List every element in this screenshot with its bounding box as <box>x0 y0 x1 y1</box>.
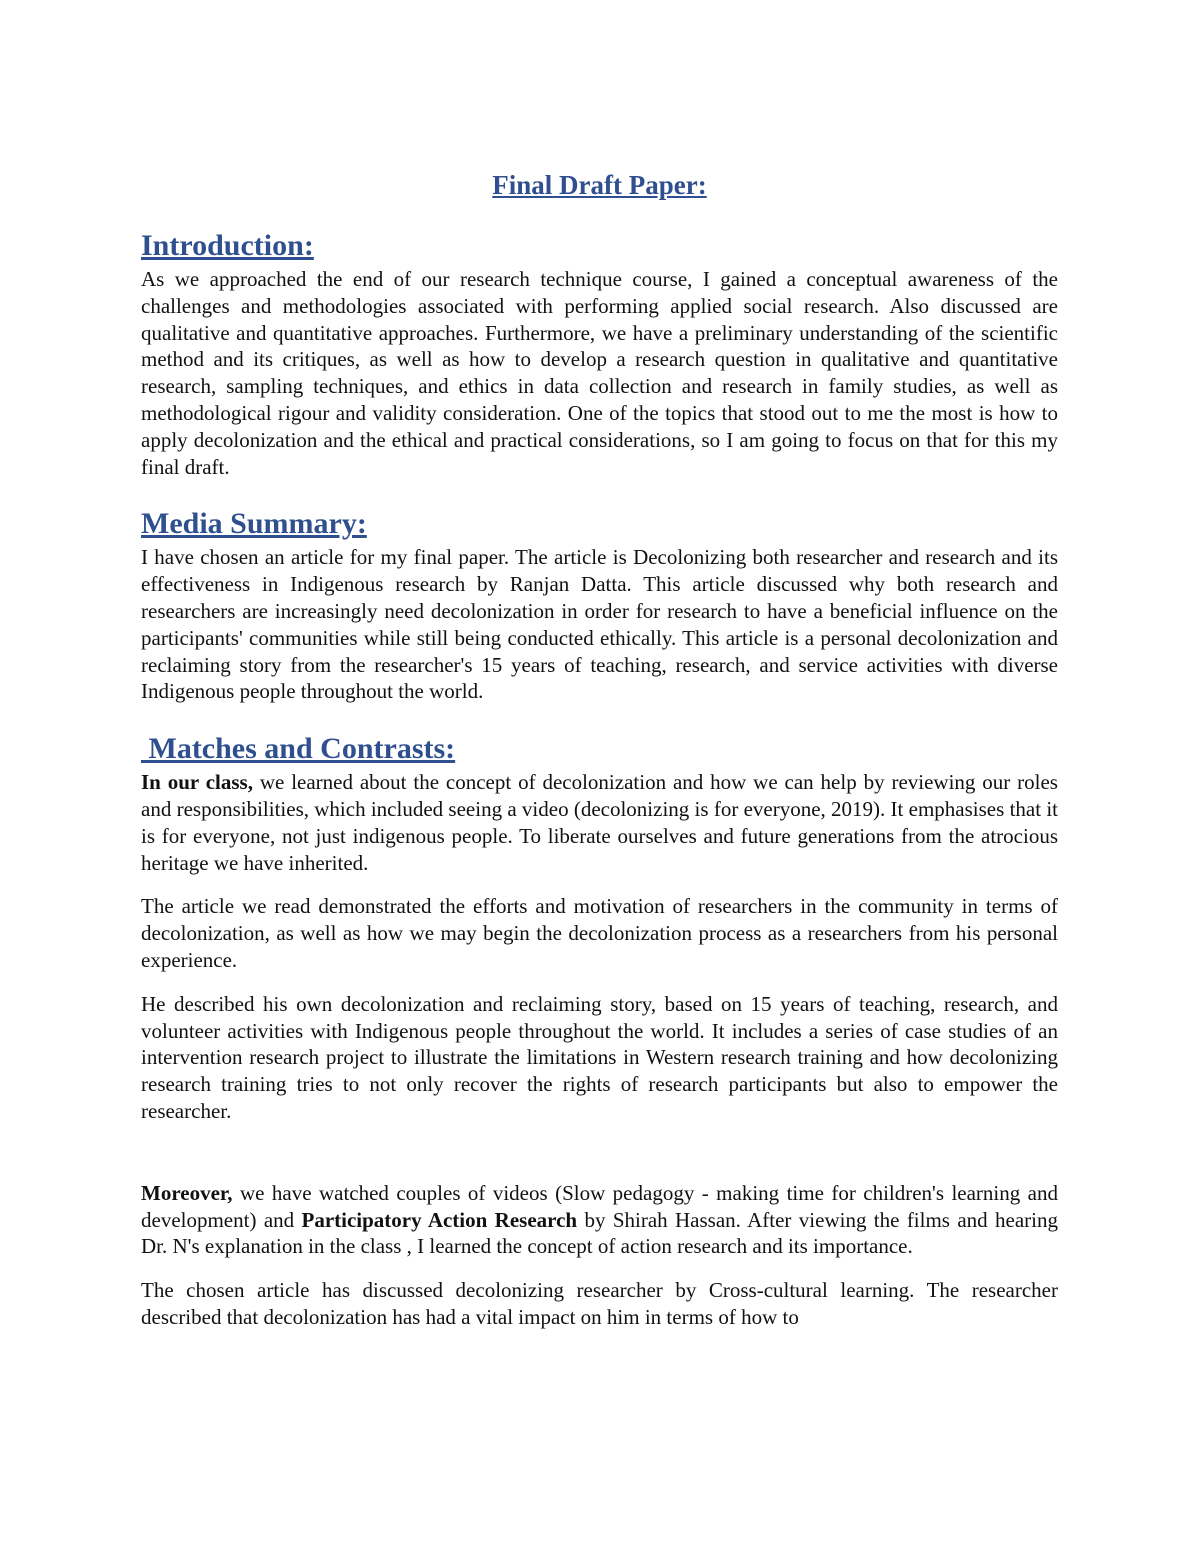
bold-participatory-action-research: Participatory Action Research <box>301 1207 578 1232</box>
section-introduction <box>141 228 1058 480</box>
matches-paragraph-3: He described his own decolonization and reclaiming story, based on 15 years of teaching, research, and volunteer activities with Indigenous people throughout the world. It includes a series of case studies of an intervention research project to illustrate the limitations in Western research training and how decolonizing research training tries to not only recover the rights of research participants but also to empower the researcher. <box>141 991 1058 1123</box>
media-summary-paragraph: I have chosen an article for my final paper. The article is Decolonizing both researcher and research and its effectiveness in Indigenous research by Ranjan Datta. This article discussed why both research and researchers are increasingly need decolonization in order for research to have a beneficial influence on the participants' communities while still being conducted ethically. This article is a personal decolonization and reclaiming story from the researcher's 15 years of teaching, research, and service activities with diverse Indigenous people throughout the world. <box>141 545 1058 704</box>
heading-introduction: Introduction: <box>141 229 314 262</box>
document-title: Final Draft Paper: <box>492 170 707 200</box>
matches-paragraph-1-text: we learned about the concept of decolonization and how we can help by reviewing our roles and responsibilities, which included seeing a video (decolonizing is for everyone, 2019). It emphasises that it is for everyone, not just indigenous people. To liberate ourselves and future generations from the atrocious heritage we have inherited. <box>141 770 1058 875</box>
heading-media-summary: Media Summary: <box>141 507 367 541</box>
bold-lead-in-our-class: In our class, <box>141 770 253 795</box>
matches-paragraph-2: The article we read demonstrated the efforts and motivation of researchers in the community in terms of decolonization, as well as how we may begin the decolonization process as a researchers from his personal experience. <box>141 894 1058 972</box>
matches-paragraph-4 <box>141 1180 1058 1260</box>
section-media-summary <box>141 506 1058 705</box>
matches-paragraph-4-text-b: by Shirah Hassan. After viewing the films and hearing Dr. N's explanation in the class , I learned the concept of action research and its importance. <box>141 1207 1058 1259</box>
heading-matches-contrasts: Matches and Contrasts: <box>141 732 456 766</box>
matches-paragraph-5: The chosen article has discussed decolonizing researcher by Cross-cultural learning. The researcher described that decolonization has had a vital impact on him in terms of how to <box>141 1278 1058 1329</box>
document-page <box>141 168 1058 1331</box>
section-matches-contrasts <box>141 731 1058 1331</box>
introduction-paragraph: As we approached the end of our research technique course, I gained a conceptual awareness of the challenges and methodologies associated with performing applied social research. Also discussed are qualitative and quantitative approaches. Furthermore, we have a preliminary understanding of the scientific method and its critiques, as well as how to develop a research question in qualitative and quantitative research, sampling techniques, and ethics in data collection and research in family studies, as well as methodological rigour and validity consideration. One of the topics that stood out to me the most is how to apply decolonization and the ethical and practical considerations, so I am going to focus on that for this my final draft. <box>141 267 1058 479</box>
matches-paragraph-4-text-a: we have watched couples of videos (Slow pedagogy - making time for children's learning and development) and <box>141 1180 1058 1232</box>
bold-lead-moreover: Moreover, <box>141 1180 233 1205</box>
matches-paragraph-1 <box>141 769 1058 876</box>
